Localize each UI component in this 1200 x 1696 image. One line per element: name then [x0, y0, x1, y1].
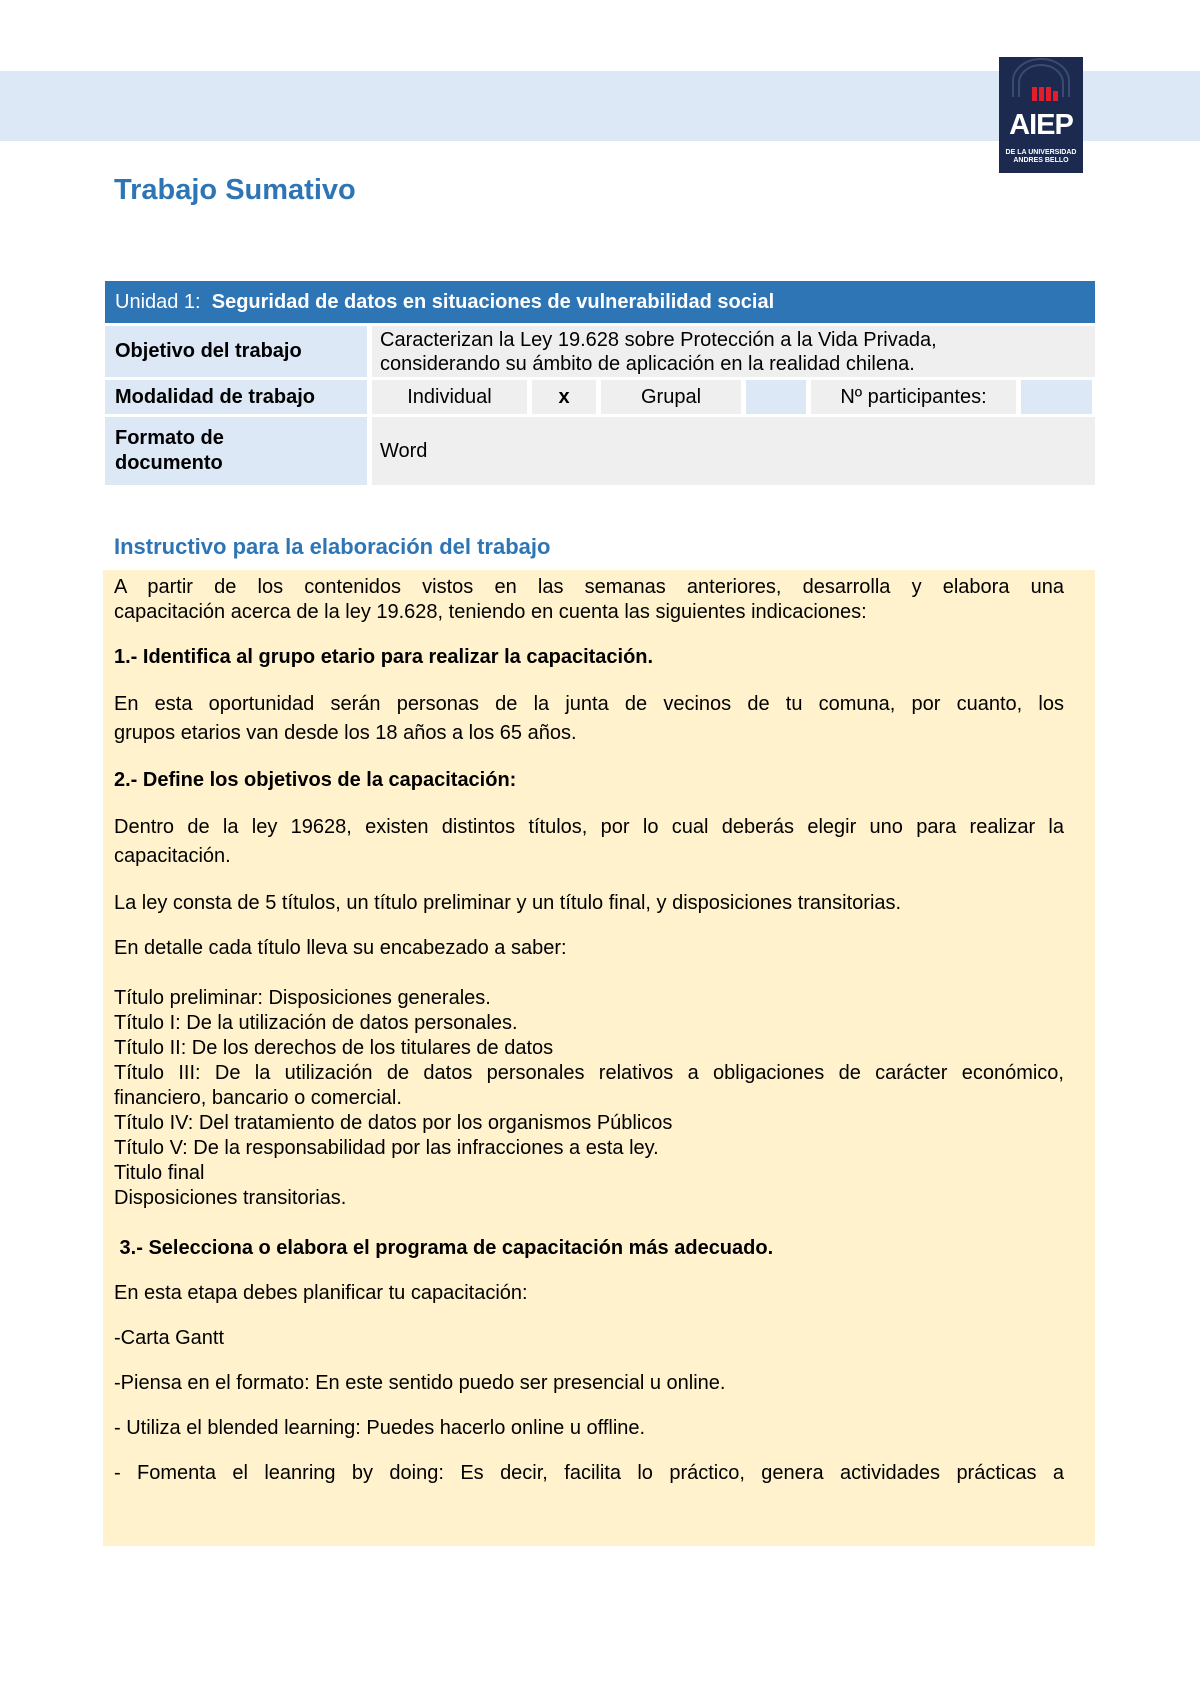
individual-cell: Individual — [372, 380, 527, 414]
instructivo-title: Instructivo para la elaboración del trabajo — [114, 534, 551, 559]
objetivo-label: Objetivo del trabajo — [105, 326, 367, 377]
step2-p1-line1: Dentro de la ley 19628, existen distintos títulos, por lo cual deberás elegir uno para realizar la — [114, 816, 1064, 838]
individual-mark: x — [532, 380, 596, 414]
objetivo-line2: considerando su ámbito de aplicación en la realidad chilena. — [380, 352, 915, 375]
unit-prefix: Unidad 1: — [115, 291, 201, 313]
objetivo-row — [105, 326, 1095, 377]
logo-subtitle-line1: DE LA UNIVERSIDAD — [1005, 149, 1077, 156]
formato-label-line2: documento — [115, 452, 223, 474]
intro-line1: A partir de los contenidos vistos en las semanas anteriores, desarrolla y elabora una — [114, 576, 1064, 598]
participantes-value — [1021, 380, 1092, 414]
step1-line2: grupos etarios van desde los 18 años a los 65 años. — [114, 722, 577, 744]
step1-title: 1.- Identifica al grupo etario para realizar la capacitación. — [114, 646, 654, 668]
info-table — [105, 281, 1095, 485]
instructions-text — [114, 575, 1064, 1486]
step3-intro: En esta etapa debes planificar tu capacitación: — [114, 1282, 528, 1304]
step2-p3: En detalle cada título lleva su encabezado a saber: — [114, 937, 567, 959]
aiep-logo — [999, 57, 1083, 173]
titulo-item: Título V: De la responsabilidad por las infracciones a esta ley. — [114, 1137, 659, 1159]
titulo-item: Título III: De la utilización de datos personales relativos a obligaciones de carácter económico, — [114, 1062, 1064, 1084]
participantes-label: Nº participantes: — [811, 380, 1016, 414]
step2-p2: La ley consta de 5 títulos, un título preliminar y un título final, y disposiciones transitorias. — [114, 892, 902, 914]
modalidad-label: Modalidad de trabajo — [105, 380, 367, 414]
unit-name: Seguridad de datos en situaciones de vulnerabilidad social — [211, 291, 775, 313]
step3-item: - Utiliza el blended learning: Puedes hacerlo online u offline. — [114, 1417, 646, 1439]
step2-p1-line2: capacitación. — [114, 845, 231, 867]
modalidad-row — [105, 380, 1095, 414]
formato-row — [105, 417, 1095, 485]
grupal-mark — [746, 380, 806, 414]
document-title: Trabajo Sumativo — [114, 174, 356, 206]
objetivo-line1: Caracterizan la Ley 19.628 sobre Protección a la Vida Privada, — [380, 328, 937, 351]
titulo-item: Disposiciones transitorias. — [114, 1187, 347, 1209]
instructions-box — [103, 570, 1095, 1546]
step1-line1: En esta oportunidad serán personas de la junta de vecinos de tu comuna, por cuanto, los — [114, 693, 1064, 715]
step3-item: -Piensa en el formato: En este sentido puedo ser presencial u online. — [114, 1372, 726, 1394]
titulo-item: Título I: De la utilización de datos personales. — [114, 1012, 518, 1034]
objetivo-value — [372, 326, 1095, 377]
formato-label-line1: Formato de — [115, 427, 224, 449]
step3-title: 3.- Selecciona o elabora el programa de capacitación más adecuado. — [114, 1237, 774, 1259]
step3-item: - Fomenta el leanring by doing: Es decir, facilita lo práctico, genera actividades prácticas a — [114, 1462, 1064, 1484]
intro-line2: capacitación acerca de la ley 19.628, teniendo en cuenta las siguientes indicaciones: — [114, 601, 867, 623]
step3-item: -Carta Gantt — [114, 1327, 225, 1349]
titulo-item: Título preliminar: Disposiciones generales. — [114, 987, 491, 1009]
formato-label — [105, 417, 367, 485]
building-icon — [999, 57, 1083, 117]
titulo-item: financiero, bancario o comercial. — [114, 1087, 402, 1109]
logo-wordmark: AIEP — [1009, 109, 1073, 141]
logo-subtitle-line2: ANDRES BELLO — [1013, 157, 1069, 164]
titulo-item: Titulo final — [114, 1162, 205, 1184]
titulo-item: Título II: De los derechos de los titulares de datos — [114, 1037, 554, 1059]
grupal-cell: Grupal — [601, 380, 741, 414]
titulo-item: Título IV: Del tratamiento de datos por los organismos Públicos — [114, 1112, 673, 1134]
formato-value: Word — [372, 417, 1095, 485]
step2-title: 2.- Define los objetivos de la capacitación: — [114, 769, 517, 791]
unit-header — [105, 281, 1095, 323]
